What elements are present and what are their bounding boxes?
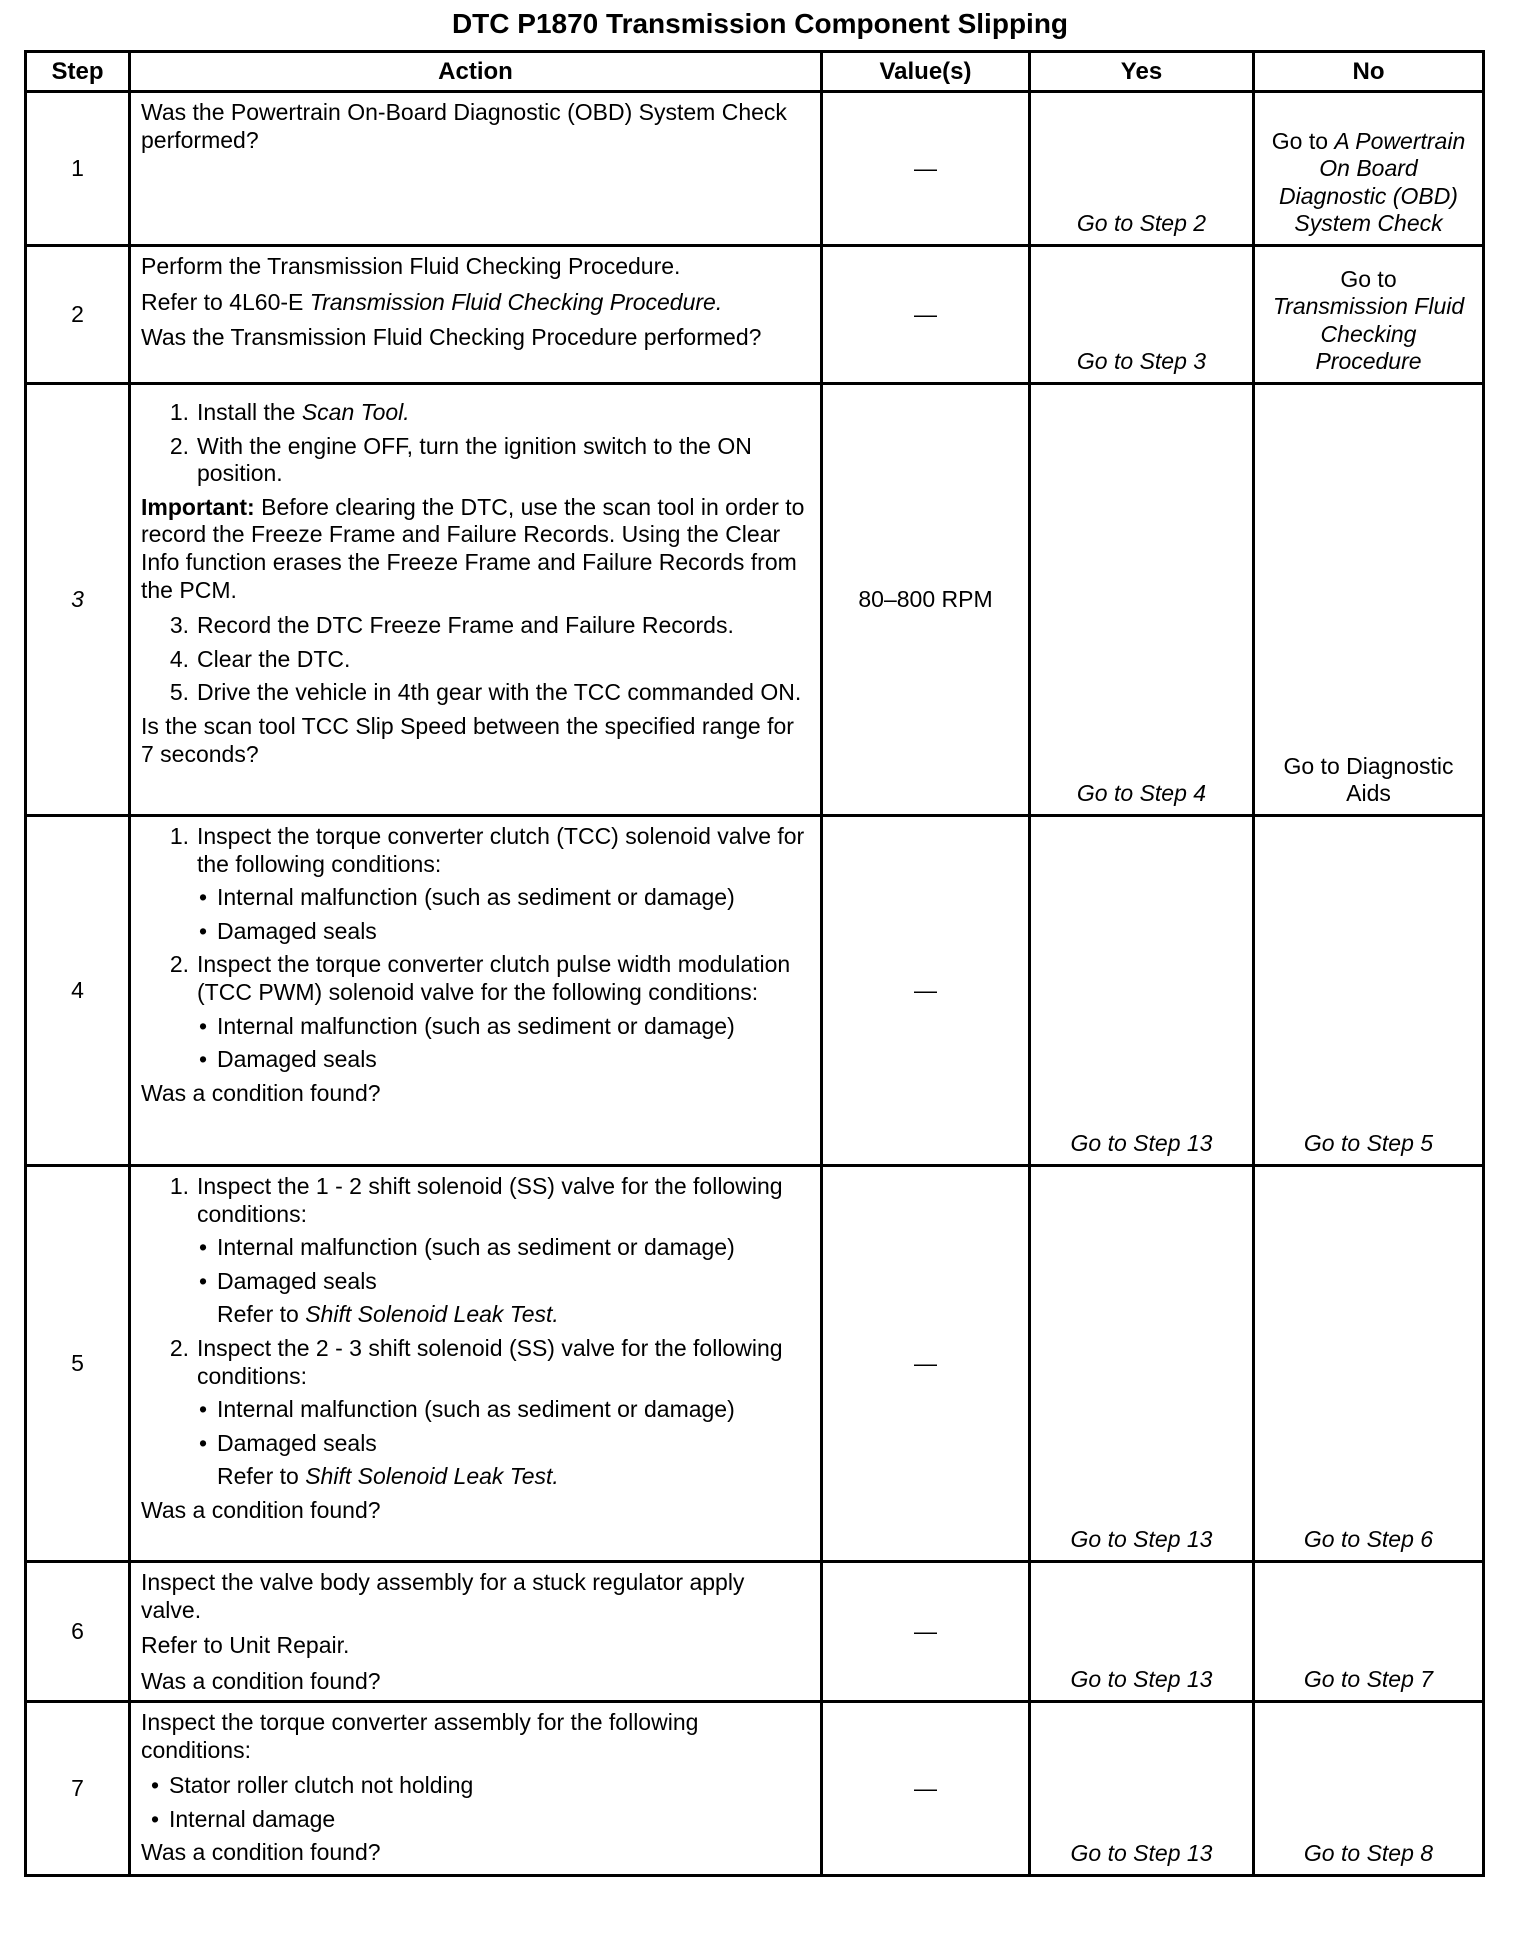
bullet-text: Internal malfunction (such as sediment or damage)	[217, 884, 735, 911]
bullet-icon: •	[198, 1267, 208, 1294]
bullet-item	[141, 1806, 810, 1834]
header-step: Step	[26, 52, 130, 92]
yes-cell: Go to Step 13	[1030, 1702, 1254, 1876]
list-number: 1.	[169, 399, 189, 425]
list-number: 1.	[169, 1173, 189, 1199]
bullet-icon: •	[198, 1012, 208, 1039]
step-number: 2	[26, 246, 130, 384]
action-cell	[130, 246, 822, 384]
list-item	[141, 612, 810, 640]
refer-prefix: Refer to	[217, 1301, 306, 1328]
bullet-item	[141, 884, 810, 912]
bullet-item	[141, 1046, 810, 1074]
list-text-italic: Scan Tool.	[301, 399, 410, 425]
bullet-text: Damaged seals	[217, 1429, 377, 1456]
no-link: A Powertrain On Board Diagnostic (OBD) System Check	[1279, 127, 1466, 237]
bullet-item	[141, 1013, 810, 1041]
list-item	[141, 951, 810, 1006]
no-text: Go to	[1271, 127, 1335, 154]
header-no: No	[1254, 52, 1484, 92]
bullet-item	[141, 1234, 810, 1262]
table-row	[26, 246, 1484, 384]
step-number: 7	[26, 1702, 130, 1876]
no-text: Go to	[1340, 265, 1397, 292]
diagnostic-table	[24, 50, 1485, 1877]
bullet-icon: •	[198, 1046, 208, 1073]
value-cell: —	[822, 816, 1030, 1166]
action-cell	[130, 1562, 822, 1702]
step-number: 4	[26, 816, 130, 1166]
list-text-part: Install the	[197, 399, 302, 425]
refer-line	[141, 1301, 810, 1329]
yes-cell: Go to Step 2	[1030, 92, 1254, 246]
action-question: Is the scan tool TCC Slip Speed between the specified range for 7 seconds?	[141, 712, 794, 767]
header-row	[26, 52, 1484, 92]
bullet-icon: •	[198, 1234, 208, 1261]
list-number: 5.	[169, 679, 189, 706]
no-link: Transmission Fluid Checking Procedure	[1272, 293, 1465, 375]
list-text	[197, 399, 410, 427]
list-text: Inspect the 2 - 3 shift solenoid (SS) valve for the following conditions:	[197, 1334, 783, 1389]
action-text: Inspect the torque converter assembly for the following conditions:	[141, 1709, 699, 1763]
no-cell: Go to Diagnostic Aids	[1254, 384, 1484, 816]
bullet-text: Internal malfunction (such as sediment or damage)	[217, 1396, 735, 1423]
action-question: Was a condition found?	[141, 1839, 381, 1866]
list-text: Record the DTC Freeze Frame and Failure Records.	[197, 612, 734, 639]
no-cell	[1254, 92, 1484, 246]
page-title: DTC P1870 Transmission Component Slipping	[451, 8, 1069, 39]
action-cell	[130, 816, 822, 1166]
list-text: Inspect the torque converter clutch (TCC) solenoid valve for the following conditions:	[197, 823, 805, 877]
yes-cell: Go to Step 3	[1030, 246, 1254, 384]
yes-cell: Go to Step 4	[1030, 384, 1254, 816]
list-item	[141, 433, 810, 488]
value-cell: —	[822, 246, 1030, 384]
bullet-item	[141, 1772, 810, 1800]
value-cell: —	[822, 1166, 1030, 1562]
action-text: Perform the Transmission Fluid Checking Procedure.	[141, 253, 681, 279]
list-item	[141, 679, 810, 707]
bullet-text: Internal malfunction (such as sediment or damage)	[217, 1012, 735, 1039]
value-cell: —	[822, 92, 1030, 246]
bullet-icon: •	[198, 884, 208, 911]
header-action: Action	[130, 52, 822, 92]
value-cell: 80–800 RPM	[822, 384, 1030, 816]
step-number: 3	[26, 384, 130, 816]
value-cell: —	[822, 1562, 1030, 1702]
list-item	[141, 399, 810, 427]
list-number: 2.	[169, 432, 189, 459]
list-text: With the engine OFF, turn the ignition switch to the ON position.	[197, 432, 752, 487]
value-cell: —	[822, 1702, 1030, 1876]
header-yes: Yes	[1030, 52, 1254, 92]
action-cell	[130, 1702, 822, 1876]
table-row	[26, 1702, 1484, 1876]
list-text: Inspect the 1 - 2 shift solenoid (SS) valve for the following conditions:	[197, 1173, 783, 1227]
bullet-item	[141, 1396, 810, 1424]
no-cell	[1254, 246, 1484, 384]
important-label: Important:	[141, 493, 255, 520]
action-question: Was the Transmission Fluid Checking Procedure performed?	[141, 324, 762, 351]
list-text: Drive the vehicle in 4th gear with the TCC commanded ON.	[197, 679, 802, 706]
action-refer: Refer to Unit Repair.	[141, 1632, 350, 1659]
action-refer	[141, 289, 810, 317]
yes-cell: Go to Step 13	[1030, 1562, 1254, 1702]
action-cell	[130, 1166, 822, 1562]
bullet-icon: •	[150, 1772, 160, 1799]
bullet-icon: •	[150, 1805, 160, 1832]
bullet-text: Internal malfunction (such as sediment or damage)	[217, 1234, 735, 1261]
bullet-item	[141, 918, 810, 946]
refer-link: Transmission Fluid Checking Procedure.	[309, 288, 723, 315]
refer-prefix: Refer to	[217, 1463, 306, 1490]
no-cell: Go to Step 7	[1254, 1562, 1484, 1702]
important-text: Before clearing the DTC, use the scan tool in order to record the Freeze Frame and Failure Records. Using the Clear Info function erases the Freeze Frame and Failure Records from the PCM.	[141, 493, 805, 603]
refer-prefix: Refer to 4L60-E	[141, 288, 310, 315]
list-text: Clear the DTC.	[197, 645, 351, 672]
table-row	[26, 384, 1484, 816]
action-cell	[130, 92, 822, 246]
no-cell: Go to Step 5	[1254, 816, 1484, 1166]
action-text: Inspect the valve body assembly for a stuck regulator apply valve.	[141, 1569, 745, 1623]
list-number: 4.	[169, 645, 189, 672]
list-item	[141, 646, 810, 674]
refer-link: Shift Solenoid Leak Test.	[305, 1463, 559, 1490]
table-row	[26, 92, 1484, 246]
bullet-text: Damaged seals	[217, 1046, 377, 1073]
header-value: Value(s)	[822, 52, 1030, 92]
step-number: 5	[26, 1166, 130, 1562]
refer-link: Shift Solenoid Leak Test.	[305, 1301, 559, 1328]
list-text: Inspect the torque converter clutch pulse width modulation (TCC PWM) solenoid valve for the following conditions:	[197, 951, 791, 1005]
list-item	[141, 1173, 810, 1228]
bullet-text: Damaged seals	[217, 917, 377, 944]
yes-cell: Go to Step 13	[1030, 816, 1254, 1166]
table-row	[26, 1166, 1484, 1562]
list-item	[141, 1335, 810, 1390]
yes-cell: Go to Step 13	[1030, 1166, 1254, 1562]
list-item	[141, 823, 810, 878]
refer-line	[141, 1463, 810, 1491]
bullet-icon: •	[198, 1396, 208, 1423]
bullet-item	[141, 1430, 810, 1458]
action-question: Was a condition found?	[141, 1496, 381, 1523]
list-number: 1.	[169, 823, 189, 849]
step-number: 6	[26, 1562, 130, 1702]
no-cell: Go to Step 6	[1254, 1166, 1484, 1562]
bullet-text: Damaged seals	[217, 1267, 377, 1294]
step-number: 1	[26, 92, 130, 246]
list-number: 2.	[169, 951, 189, 978]
bullet-text: Internal damage	[169, 1805, 336, 1832]
table-row	[26, 816, 1484, 1166]
important-note	[141, 494, 810, 604]
no-cell: Go to Step 8	[1254, 1702, 1484, 1876]
bullet-icon: •	[198, 917, 208, 944]
bullet-text: Stator roller clutch not holding	[169, 1772, 474, 1799]
action-question: Was a condition found?	[141, 1079, 381, 1106]
bullet-item	[141, 1268, 810, 1296]
list-number: 2.	[169, 1334, 189, 1361]
action-cell	[130, 384, 822, 816]
bullet-icon: •	[198, 1429, 208, 1456]
list-number: 3.	[169, 612, 189, 639]
table-row	[26, 1562, 1484, 1702]
action-question: Was a condition found?	[141, 1667, 381, 1694]
action-question: Was the Powertrain On-Board Diagnostic (OBD) System Check performed?	[141, 99, 787, 153]
